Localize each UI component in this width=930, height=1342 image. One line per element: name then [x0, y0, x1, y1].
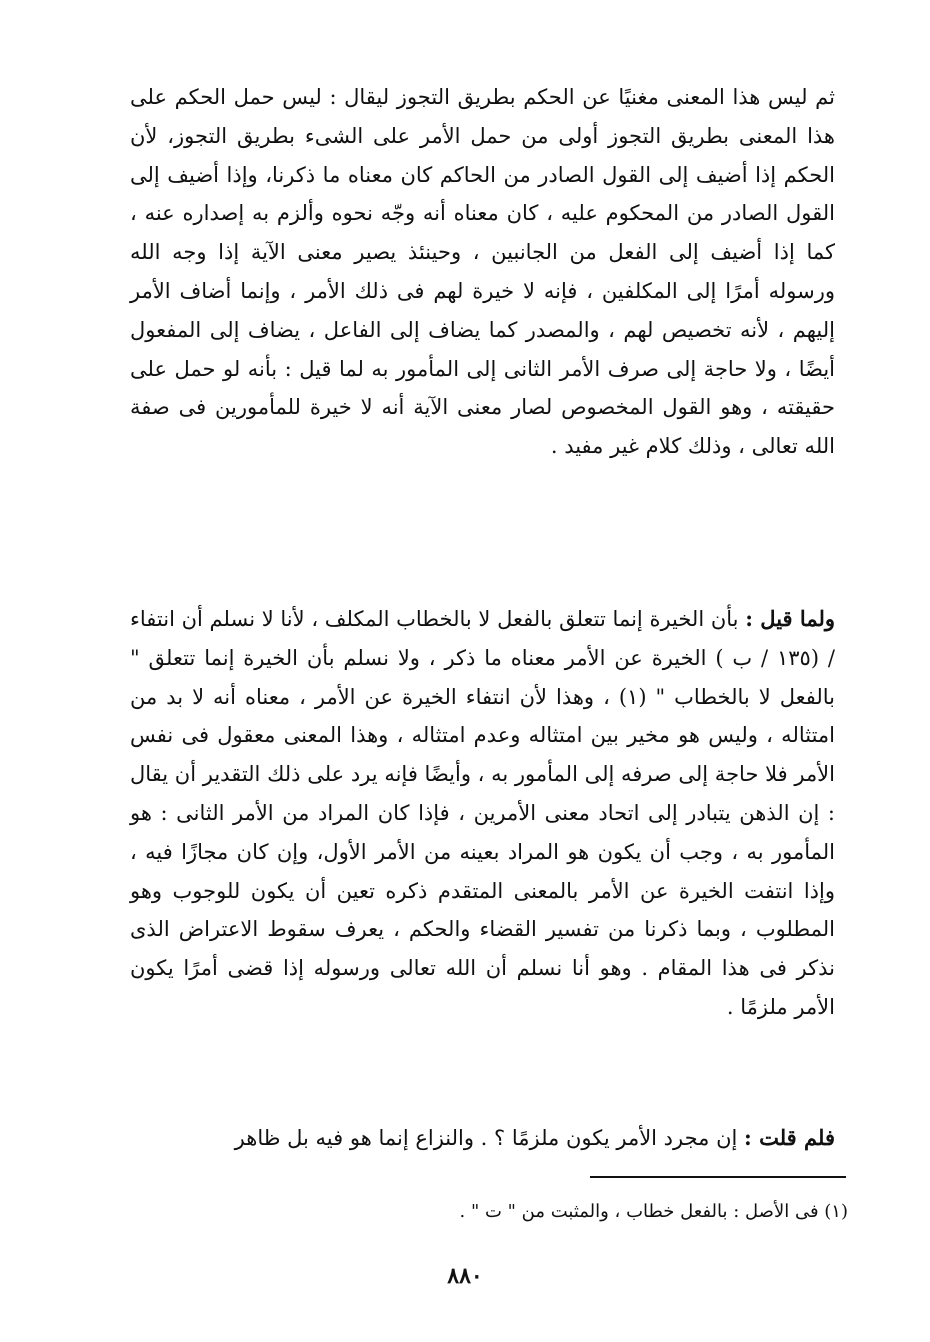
- paragraph-3-text: إن مجرد الأمر يكون ملزمًا ؟ . والنزاع إنما هو فيه بل ظاهر: [234, 1126, 738, 1150]
- paragraph-2-text: بأن الخيرة إنما تتعلق بالفعل لا بالخطاب المكلف ، لأنا لا نسلم أن انتفاء / (١٣٥ / ب ) الخيرة عن الأمر معناه ما ذكر ، ولا نسلم بأن الخيرة إنما تتعلق " بالفعل لا بالخطاب " (١) ، وهذا لأن انتفاء الخيرة عن الأمر ، معناه أنه لا بد من امتثاله ، وليس هو مخير بين امتثاله وعدم امتثاله ، وهذا المعنى معقول فى نفس الأمر فلا حاجة إلى صرفه إلى المأمور به ، وأيضًا فإنه يرد على ذلك التقدير أن يقال : إن الذهن يتبادر إلى اتحاد معنى الأمرين ، فإذا كان المراد من الأمر الثانى : هو المأمور به ، وجب أن يكون هو المراد بعينه من الأمر الأول، وإن كان مجازًا فيه ، وإذا انتفت الخيرة عن الأمر بالمعنى المتقدم ذكره تعين أن يكون للوجوب وهو المطلوب ، وبما ذكرنا من تفسير القضاء والحكم ، يعرف سقوط الاعتراض الذى نذكر فى هذا المقام . وهو أنا نسلم أن الله تعالى ورسوله إذا قضى أمرًا يكون الأمر ملزمًا .: [130, 607, 836, 1019]
- footnote-divider: [590, 1176, 846, 1178]
- paragraph-3: [130, 1119, 835, 1158]
- paragraph-2-lead: ولما قيل :: [745, 606, 835, 631]
- paragraph-2: [130, 600, 835, 1027]
- paragraph-1: ثم ليس هذا المعنى مغنيًا عن الحكم بطريق التجوز ليقال : ليس حمل الحكم على هذا المعنى بطريق التجوز أولى من حمل الأمر على الشىء بطريق التجوز، لأن الحكم إذا أضيف إلى القول الصادر من الحاكم كان معناه ما ذكرنا، وإذا أضيف إلى القول الصادر من المحكوم عليه ، كان معناه أنه وجّه نحوه وألزم به إصداره عنه ، كما إذا أضيف إلى الفعل من الجانبين ، وحينئذ يصير معنى الآية إذا وجه الله ورسوله أمرًا إلى المكلفين ، فإنه لا خيرة لهم فى ذلك الأمر ، وإنما أضاف الأمر إليهم ، لأنه تخصيص لهم ، والمصدر كما يضاف إلى الفاعل ، يضاف إلى المفعول أيضًا ، ولا حاجة إلى صرف الأمر الثانى إلى المأمور به لما قيل : بأنه لو حمل على حقيقته ، وهو القول المخصوص لصار معنى الآية أنه لا خيرة للمأمورين فى صفة الله تعالى ، وذلك كلام غير مفيد .: [130, 85, 835, 459]
- paragraph-3-lead: فلم قلت :: [744, 1125, 835, 1150]
- page-number: ٨٨٠: [447, 1263, 483, 1289]
- footnote: (١) فى الأصل : بالفعل خطاب ، والمثبت من " ت " .: [459, 1201, 848, 1222]
